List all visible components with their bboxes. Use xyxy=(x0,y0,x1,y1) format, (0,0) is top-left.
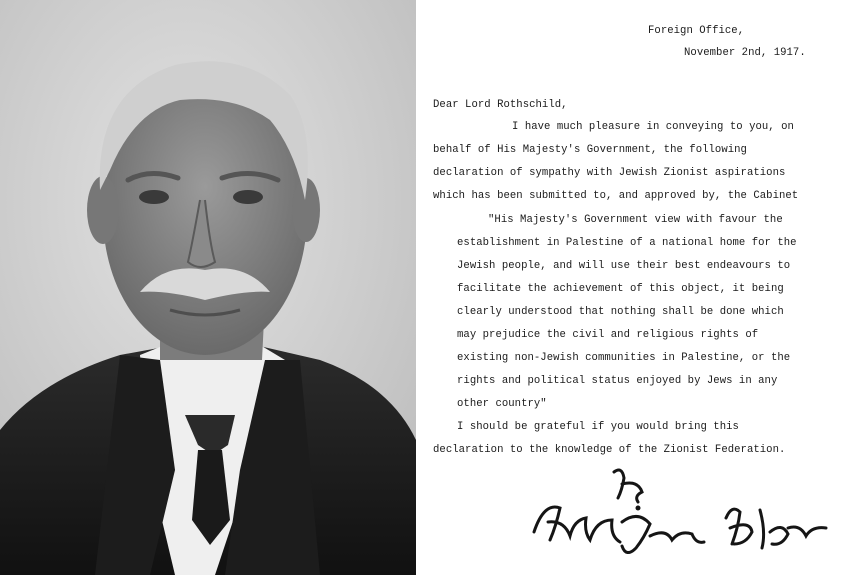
header-office: Foreign Office, xyxy=(648,25,745,37)
declaration-line: clearly understood that nothing shall be done which xyxy=(457,306,784,318)
portrait-illustration xyxy=(0,0,416,575)
closing-line: declaration to the knowledge of the Zionist Federation. xyxy=(433,444,786,456)
declaration-line: establishment in Palestine of a national home for the xyxy=(457,237,797,249)
header-date: November 2nd, 1917. xyxy=(684,47,806,59)
salutation: Dear Lord Rothschild, xyxy=(433,99,568,111)
closing-line: I should be grateful if you would bring this xyxy=(457,421,739,433)
declaration-line: rights and political status enjoyed by Jews in any xyxy=(457,375,778,387)
intro-line: I have much pleasure in conveying to you, on xyxy=(512,121,794,133)
declaration-line: "His Majesty's Government view with favour the xyxy=(488,214,783,226)
declaration-line: other country" xyxy=(457,398,547,410)
intro-line: declaration of sympathy with Jewish Zionist aspirations xyxy=(433,167,786,179)
intro-line: behalf of His Majesty's Government, the following xyxy=(433,144,747,156)
intro-line: which has been submitted to, and approved by, the Cabinet xyxy=(433,190,799,202)
declaration-line: existing non-Jewish communities in Palestine, or the xyxy=(457,352,791,364)
declaration-line: facilitate the achievement of this object, it being xyxy=(457,283,784,295)
declaration-line: Jewish people, and will use their best endeavours to xyxy=(457,260,791,272)
portrait-photograph xyxy=(0,0,416,575)
declaration-line: may prejudice the civil and religious rights of xyxy=(457,329,759,341)
handwritten-signature xyxy=(526,462,836,567)
declaration-letter xyxy=(416,0,855,575)
